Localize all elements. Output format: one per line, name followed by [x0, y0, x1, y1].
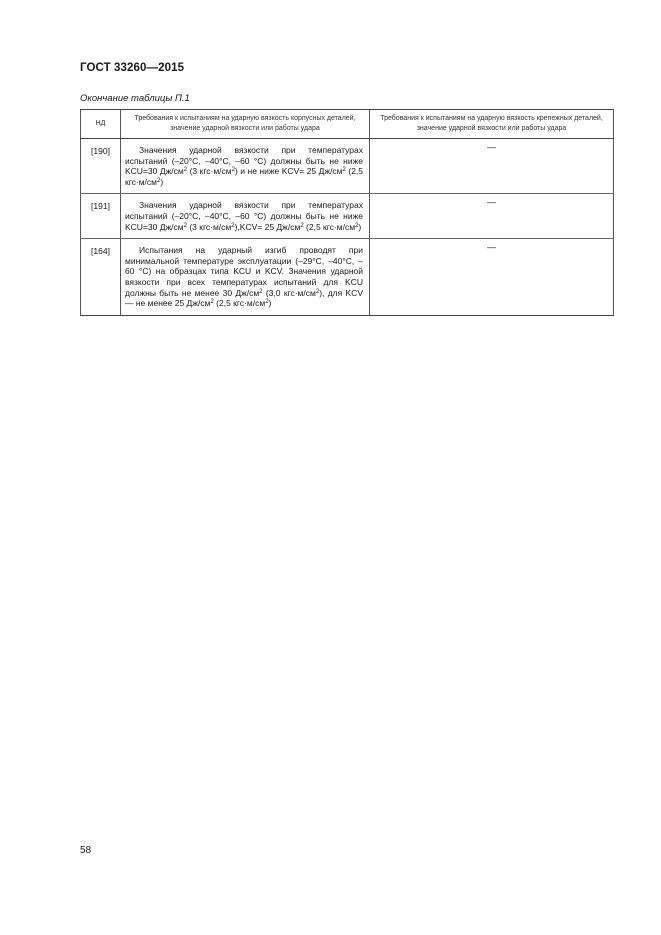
requirement-text: ) и не ниже KCV= 25 Дж/см: [234, 166, 343, 177]
requirement-text: (3 кгс·м/см: [186, 221, 232, 232]
fastener-requirement-cell: —: [370, 239, 614, 316]
superscript: 2: [259, 288, 263, 295]
table-caption: Окончание таблицы П.1: [80, 93, 190, 104]
superscript: 2: [157, 177, 161, 184]
nd-cell: [191]: [81, 194, 121, 239]
superscript: 2: [183, 222, 187, 229]
table-header-row: [81, 110, 614, 139]
table-row: [81, 139, 614, 194]
superscript: 2: [300, 222, 304, 229]
superscript: 2: [265, 299, 269, 306]
requirement-text: Значения ударной вязкости при температурах испытаний (–20°C, –40°C, –60 °C) должны быть не ниже KCU=30 Дж/см: [125, 145, 363, 177]
table-row: [81, 194, 614, 239]
superscript: 2: [210, 299, 214, 306]
table-row: [81, 239, 614, 316]
requirement-text: ): [268, 298, 272, 309]
requirement-text: (2,5 кгс·м/см: [213, 298, 266, 309]
body-requirement-cell: [121, 239, 370, 316]
column-header-body-parts: Требования к испытаниям на ударную вязкость корпусных деталей, значение ударной вязкости или работы удара: [121, 110, 370, 139]
requirement-text: (3 кгс·м/см: [187, 166, 232, 177]
requirement-text: Значения ударной вязкости при температурах испытаний (–20°C, –40°C, –60 °C) должны быть не ниже KCU=30 Дж/см: [125, 200, 363, 232]
superscript: 2: [342, 167, 346, 174]
requirements-table: [80, 109, 614, 316]
column-header-nd: НД: [81, 110, 121, 139]
nd-cell: [190]: [81, 139, 121, 194]
body-requirement-cell: [121, 139, 370, 194]
fastener-requirement-cell: —: [370, 139, 614, 194]
page-number: 58: [80, 845, 92, 856]
superscript: 2: [355, 222, 359, 229]
nd-cell: [164]: [81, 239, 121, 316]
superscript: 2: [315, 288, 320, 295]
requirement-text: ),KCV= 25 Дж/см: [234, 221, 301, 232]
body-requirement-cell: [121, 194, 370, 239]
column-header-fasteners: Требования к испытаниям на ударную вязкость крепежных деталей, значение ударной вязкости или работы удара: [370, 110, 614, 139]
requirement-text: (2,5 кгс·м/см: [125, 166, 364, 187]
requirement-text: ): [160, 176, 164, 187]
requirement-text: Испытания на ударный изгиб проводят при минимальной температуре эксплуатации (–29°C, –40°C, –60 °C) на образцах типа KCU и KCV. Значения ударной вязкости при всех температурах испытаний для KCU должны быть не менее 30 Дж/см: [125, 245, 363, 298]
document-title: ГОСТ 33260—2015: [80, 62, 185, 74]
requirement-text: (3,0 кгс·м/см: [262, 287, 316, 298]
requirement-text: (2,5 кгс·м/см: [303, 221, 356, 232]
requirement-text: ), для KCV — не менее 25 Дж/см: [125, 287, 363, 309]
requirement-text: ): [358, 221, 362, 232]
fastener-requirement-cell: —: [370, 194, 614, 239]
superscript: 2: [231, 167, 235, 174]
superscript: 2: [231, 222, 235, 229]
superscript: 2: [183, 167, 188, 174]
